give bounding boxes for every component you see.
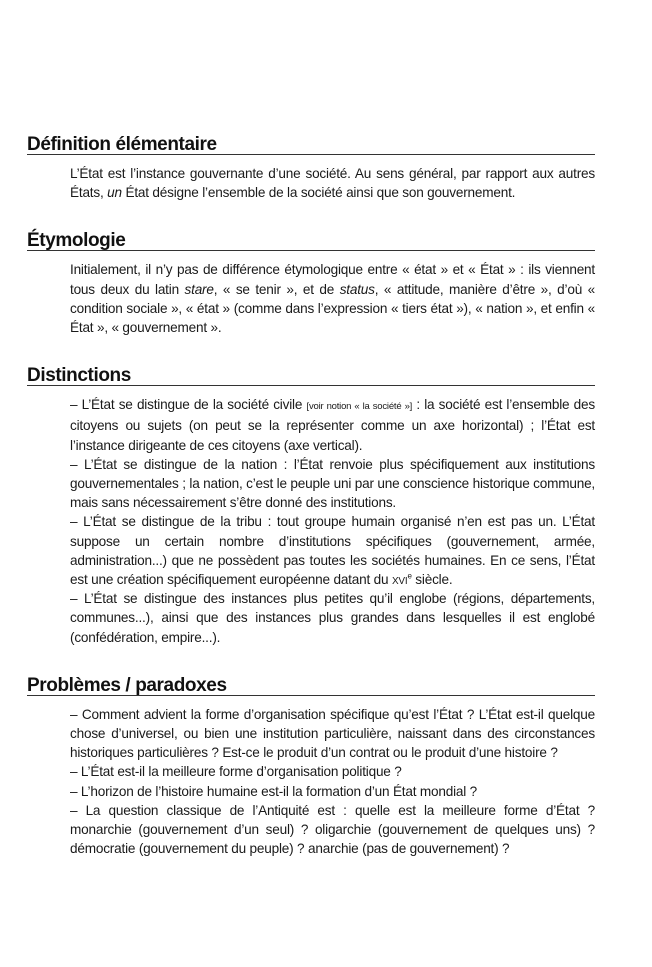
superscript: e: [407, 571, 412, 581]
section-distinctions: [27, 359, 595, 647]
heading-distinctions: Distinctions: [27, 365, 131, 387]
distinction-item: – L’État se distingue des instances plus petites qu’il englobe (régions, départements, communes...), ainsi que des instances plus grandes dans lesquelles il est englobé (confédération, empire...).: [70, 591, 595, 645]
text-run: siècle.: [411, 572, 453, 588]
text-run: , « attitude, manière d’être », d’où « condition sociale », « état » (comme dans l’expression « tiers état »), « nation », et enfin « État », « gouvernement ».: [70, 281, 595, 336]
question-item: – L’État est-il la meilleure forme d’organisation politique ?: [70, 764, 402, 780]
text-run: État désigne l’ensemble de la société ainsi que son gouvernement.: [121, 185, 516, 201]
section-definition: [27, 128, 595, 202]
question-item: – La question classique de l’Antiquité est : quelle est la meilleure forme d’État ? monarchie (gouvernement d’un seul) ? oligarchie (gouvernement de quelques uns) ? démocratie (gouvernement du peuple) ? anarchie (pas de gouvernement) ?: [70, 802, 595, 857]
italic-run: un: [107, 185, 122, 201]
section-problemes: [27, 669, 595, 859]
heading-definition: Définition élémentaire: [27, 134, 217, 155]
question-item: – Comment advient la forme d’organisation spécifique qu’est l’État ? L’État est-il quelque chose d’universel, ou bien une institution particulière, naissant dans des circonstances historiques particulières ? Est-ce le produit d’un contrat ou le produit d’une histoire ?: [70, 706, 595, 761]
distinction-item: – L’État se distingue de la nation : l’État renvoie plus spécifiquement aux institutions gouvernementales ; la nation, c’est le peuple uni par une conscience historique commune, mais sans nécessairement s’être donné des institutions.: [70, 456, 595, 511]
etymologie-body: [70, 260, 595, 337]
text-run: Initialement, il n’y pas de différence étymologique entre « état » et « État » : ils viennent tous deux du latin: [70, 262, 595, 297]
section-heading: [27, 359, 595, 386]
section-heading: [27, 224, 595, 251]
heading-etymologie: Étymologie: [27, 230, 126, 252]
definition-body: [70, 164, 595, 202]
section-heading: [27, 669, 595, 696]
distinctions-body: [70, 395, 595, 647]
cross-reference: [voir notion « la société »]: [306, 401, 413, 413]
problemes-body: [70, 705, 595, 859]
italic-run: stare: [184, 281, 214, 297]
distinction-item: [70, 395, 595, 455]
text-run: : la société est l’ensemble des citoyens ou sujets (on peut se la représenter comme un axe horizontal) ; l’État est l’instance dirigeante de ces citoyens (axe vertical).: [70, 397, 595, 453]
section-etymologie: [27, 224, 595, 337]
century-numeral: xvi: [391, 572, 408, 588]
question-item: – L’horizon de l’histoire humaine est-il la formation d’un État mondial ?: [70, 783, 478, 799]
heading-problemes: Problèmes / paradoxes: [27, 674, 227, 696]
definition-paragraph: [70, 164, 595, 202]
etymologie-paragraph: [70, 260, 595, 337]
page-content: [27, 128, 595, 872]
section-heading: [27, 128, 595, 155]
text-run: – L’État se distingue de la société civile: [70, 397, 307, 413]
text-run: , « se tenir », et de: [213, 281, 340, 297]
italic-run: status: [339, 281, 375, 297]
text-run: – L’État se distingue de la tribu : tout groupe humain organisé n’en est pas un. L’État suppose un certain nombre d’institutions spécifiques (gouvernement, armée, administration...) que ne possèdent pas toutes les sociétés humaines. En ce sens, l’État est une création spécifiquement européenne datant du: [70, 514, 595, 588]
text-run: L’État est l’instance gouvernante d’une société. Au sens général, par rapport aux autres États,: [70, 166, 595, 201]
distinction-item: [70, 512, 595, 589]
